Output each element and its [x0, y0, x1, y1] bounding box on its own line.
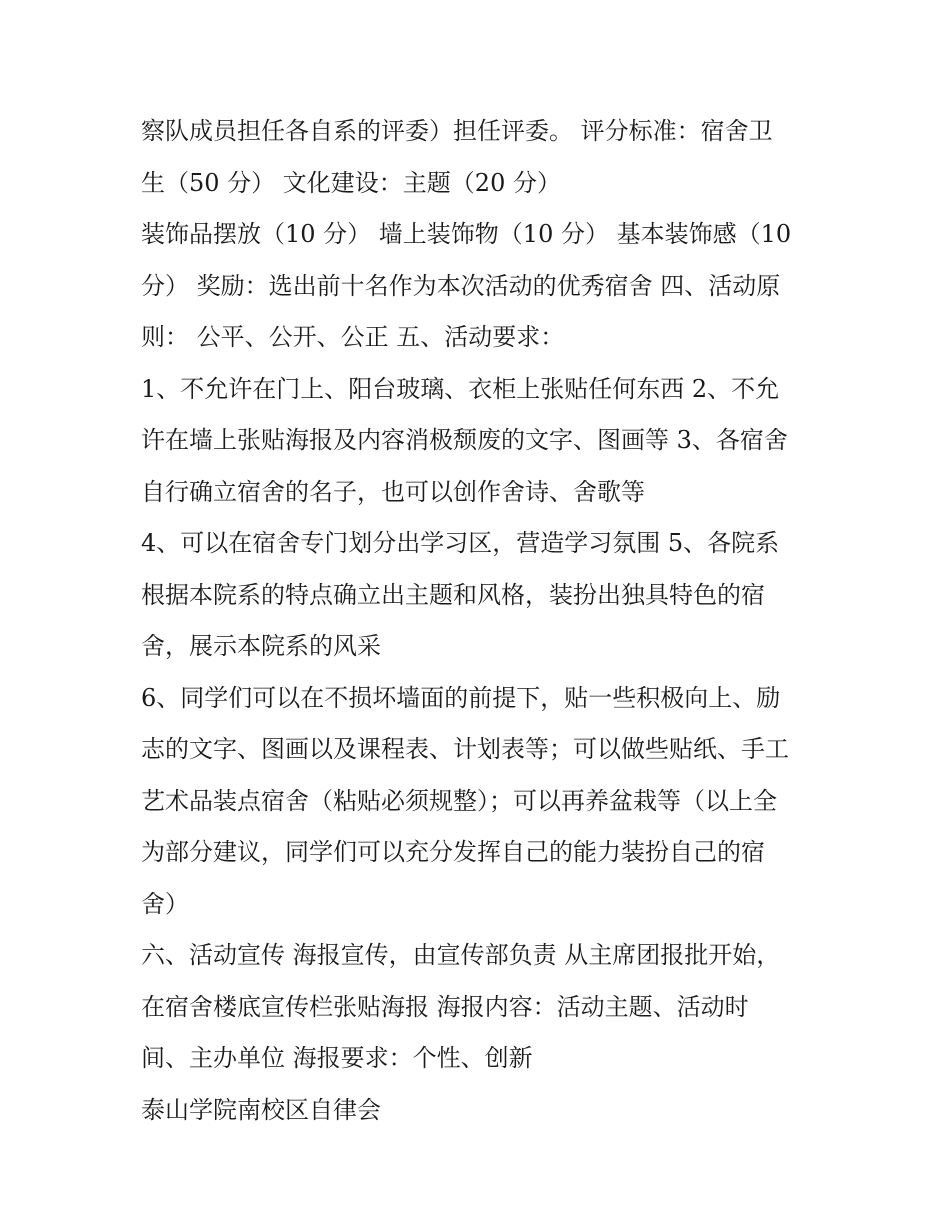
text-line: 分） 奖励：选出前十名作为本次活动的优秀宿舍 四、活动原 [141, 271, 781, 300]
text-line: 为部分建议，同学们可以充分发挥自己的能力装扮自己的宿 [141, 838, 765, 866]
text-line: 则： 公平、公开、公正 五、活动要求： [141, 323, 565, 351]
text-line: 6、同学们可以在不损坏墙面的前提下，贴一些积极向上、励 [141, 683, 781, 712]
text-line: 志的文字、图画以及课程表、计划表等；可以做些贴纸、手工 [141, 735, 789, 763]
text-line: 艺术品装点宿舍（粘贴必须规整）；可以再养盆栽等（以上全 [141, 786, 777, 815]
text-line: 察队成员担任各自系的评委）担任评委。 评分标准：宿舍卫 [141, 117, 773, 145]
text-line: 六、活动宣传 海报宣传，由宣传部负责 从主席团报批开始， [141, 941, 781, 969]
signature-line: 泰山学院南校区自律会 [141, 1095, 381, 1124]
text-line: 装饰品摆放（10 分） 墙上装饰物（10 分） 基本装饰感（10 [141, 220, 792, 248]
text-line: 4、可以在宿舍专门划分出学习区，营造学习氛围 5、各院系 [141, 529, 780, 557]
text-line: 在宿舍楼底宣传栏张贴海报 海报内容：活动主题、活动时 [141, 992, 749, 1021]
text-line: 舍） [141, 889, 189, 918]
text-line: 自行确立宿舍的名子，也可以创作舍诗、舍歌等 [141, 477, 645, 506]
text-line: 间、主办单位 海报要求：个性、创新 [141, 1044, 533, 1072]
text-line: 许在墙上张贴海报及内容消极颓废的文字、图画等 3、各宿舍 [141, 426, 788, 454]
text-line: 舍，展示本院系的风采 [141, 632, 381, 660]
document-body [141, 109, 821, 1139]
text-line: 根据本院系的特点确立出主题和风格，装扮出独具特色的宿 [141, 580, 765, 609]
text-line: 1、不允许在门上、阳台玻璃、衣柜上张贴任何东西 2、不允 [141, 374, 780, 403]
text-line: 生（50 分） 文化建设：主题（20 分） [141, 168, 561, 197]
